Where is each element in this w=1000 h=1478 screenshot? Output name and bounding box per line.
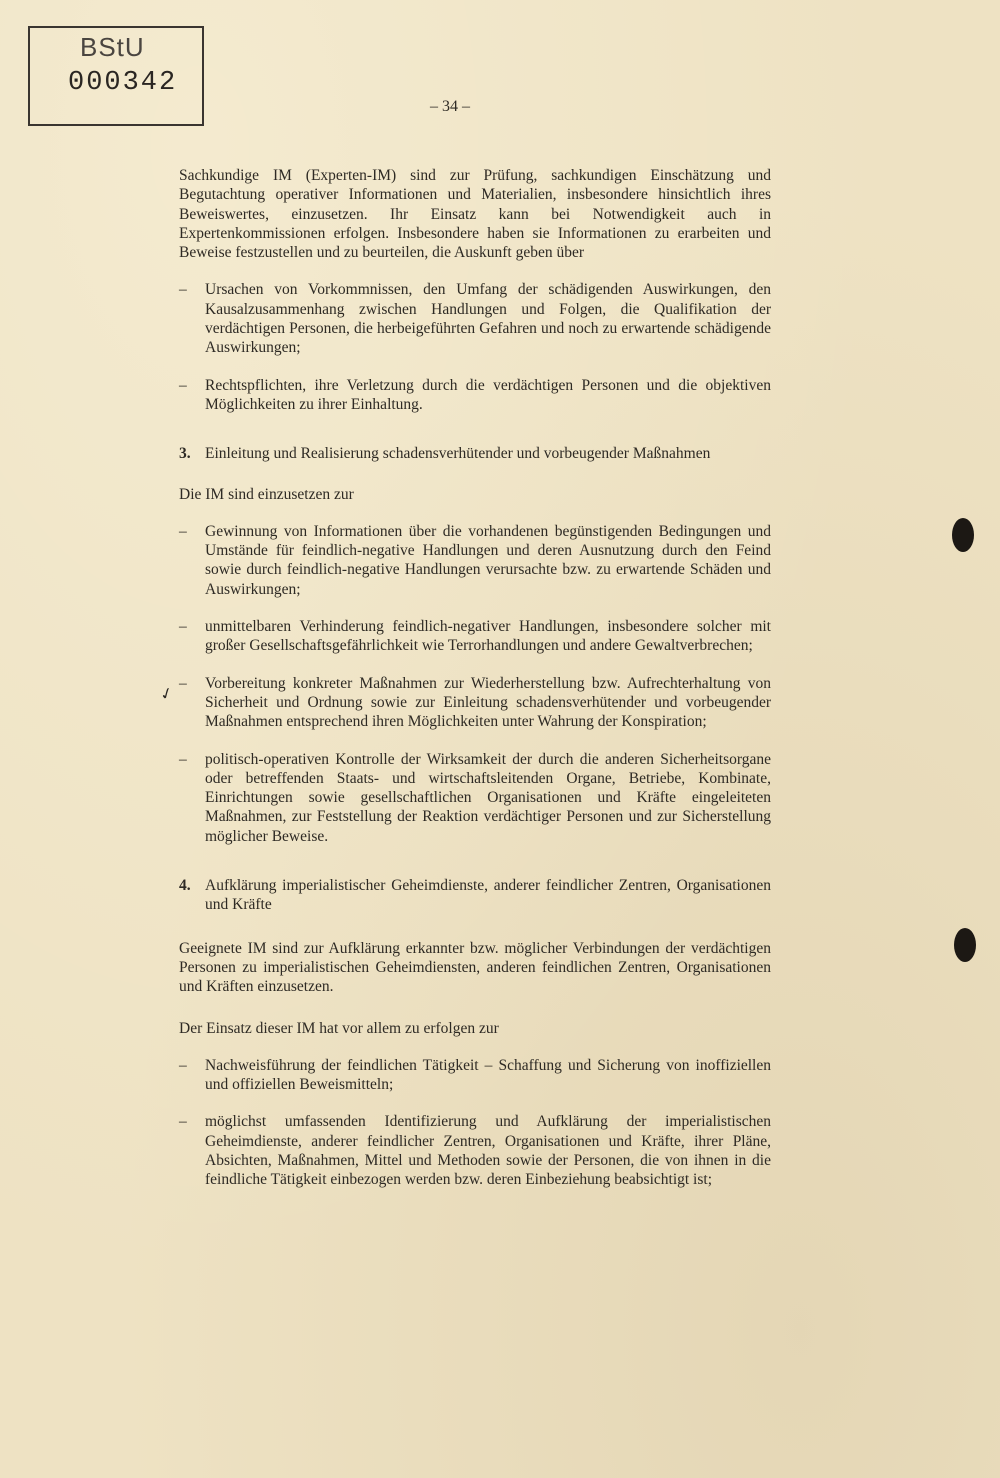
- section-paragraph: Geeignete IM sind zur Aufklärung erkannter bzw. möglicher Verbindungen der verdächtigen Personen zu imperialistischen Geheimdiensten, anderen feindlichen Zentren, Organisationen und Kräften einzusetzen.: [179, 939, 771, 996]
- document-body: [179, 166, 771, 1190]
- list-item-text: Vorbereitung konkreter Maßnahmen zur Wiederherstellung bzw. Aufrechterhaltung von Sicherheit und Ordnung sowie zur Einleitung schadensverhütender und vorbeugender Maßnahmen entsprechend ihren Möglichkeiten unter Wahrung der Konspiration;: [205, 674, 771, 731]
- section-number: 4.: [179, 877, 191, 895]
- list-dash: –: [179, 522, 187, 540]
- section-lead: Die IM sind einzusetzen zur: [179, 485, 354, 503]
- list-item-text: politisch-operativen Kontrolle der Wirksamkeit der durch die anderen Sicherheitsorgane oder betreffenden Staats- und wirtschaftsleitenden Organe, Betriebe, Kombinate, Einrichtungen sowie gesellschaftlichen Organisationen und Kräfte eingeleiteten Maßnahmen, zur Feststellung der Reaktion verdächtiger Personen und zur Sicherstellung möglicher Beweise.: [205, 750, 771, 845]
- list-dash: –: [179, 1056, 187, 1074]
- list-item: [179, 1056, 771, 1095]
- list-item: [179, 1112, 771, 1189]
- margin-check-mark: ✓: [157, 684, 177, 705]
- page-number: – 34 –: [430, 98, 470, 115]
- list-dash: –: [179, 674, 187, 692]
- stamp-label: BStU: [80, 32, 145, 62]
- list-item: [179, 522, 771, 599]
- section-lead: Der Einsatz dieser IM hat vor allem zu erfolgen zur: [179, 1019, 499, 1037]
- section-title: Einleitung und Realisierung schadensverhütender und vorbeugender Maßnahmen: [205, 445, 711, 463]
- list-item: [179, 617, 771, 656]
- list-item-text: Nachweisführung der feindlichen Tätigkeit – Schaffung und Sicherung von inoffiziellen und offiziellen Beweismitteln;: [205, 1056, 771, 1094]
- list-item: [179, 376, 771, 415]
- stamp-number: 000342: [68, 68, 178, 98]
- section-title: Aufklärung imperialistischer Geheimdienste, anderer feindlicher Zentren, Organisationen und Kräfte: [205, 877, 771, 914]
- punch-hole: [952, 518, 974, 552]
- list-item-text: möglichst umfassenden Identifizierung und Aufklärung der imperialistischen Geheimdienste, anderer feindlicher Zentren, Organisationen und Kräfte, ihrer Pläne, Absichten, Maßnahmen, Mittel und Methoden sowie der Personen, die von ihnen in die feindliche Tätigkeit einbezogen werden bzw. deren Einbeziehung beabsichtigt ist;: [205, 1113, 771, 1189]
- list-dash: –: [179, 376, 187, 394]
- list-dash: –: [179, 1113, 187, 1131]
- section-number: 3.: [179, 445, 191, 463]
- list-dash: –: [179, 281, 187, 299]
- list-item-text: Ursachen von Vorkommnissen, den Umfang der schädigenden Auswirkungen, den Kausalzusammenhang zwischen Handlungen und Folgen, die Qualifikation der verdächtigen Personen, die herbeigeführten Gefahren und noch zu erwartende schädigende Auswirkungen;: [205, 281, 771, 357]
- list-item: [179, 280, 771, 357]
- list-dash: –: [179, 618, 187, 636]
- punch-hole: [954, 928, 976, 962]
- list-item: [179, 674, 771, 732]
- list-dash: –: [179, 750, 187, 768]
- list-item-text: Rechtspflichten, ihre Verletzung durch die verdächtigen Personen und die objektiven Möglichkeiten zu ihrer Einhaltung.: [205, 376, 771, 413]
- list-item: [179, 750, 771, 846]
- section-heading-3: [179, 444, 771, 463]
- intro-paragraph: Sachkundige IM (Experten-IM) sind zur Prüfung, sachkundigen Einschätzung und Begutachtung operativer Informationen und Materialien, insbesondere hinsichtlich ihres Beweiswertes, einzusetzen. Ihr Einsatz kann bei Notwendigkeit auch in Expertenkommissionen erfolgen. Insbesondere haben sie Informationen zu erarbeiten und Beweise festzustellen und zu beurteilen, die Auskunft geben über: [179, 167, 771, 262]
- list-item-text: unmittelbaren Verhinderung feindlich-negativer Handlungen, insbesondere solcher mit großer Gesellschaftsgefährlichkeit wie Terrorhandlungen und andere Gewaltverbrechen;: [205, 618, 771, 655]
- list-item-text: Gewinnung von Informationen über die vorhandenen begünstigenden Bedingungen und Umstände für feindlich-negative Handlungen und deren Ausnutzung durch den Feind sowie durch feindlich-negative Handlungen verursachte bzw. zu erwartende Schäden und Auswirkungen;: [205, 522, 771, 598]
- section-heading-4: [179, 876, 771, 915]
